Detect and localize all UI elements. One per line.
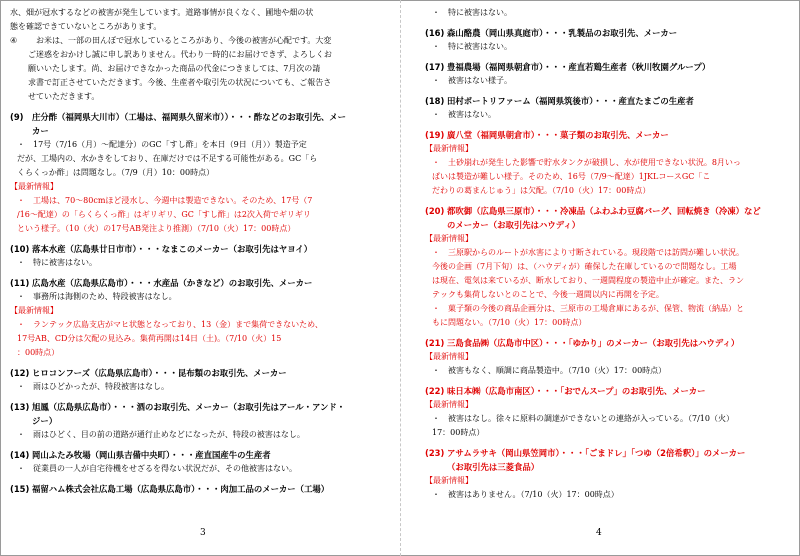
section-item	[425, 336, 790, 378]
section-title: 福留ハム株式会社広島工場（広島県広島市）・・・肉加工品のメーカー（工場）	[32, 484, 330, 494]
body-line: ・ 雨はひどく、目の前の道路が通行止めなどになったが、特段の被害はなし。	[17, 430, 305, 439]
body-line: ・ 事務所は海側のため、特段被害はなし。	[17, 292, 177, 301]
section-item	[10, 110, 390, 236]
page-number-right: 4	[596, 528, 602, 538]
section-title-continued: のメーカー（お取引先はハウディ）	[447, 220, 581, 230]
update-line: ・ 菓子類の今後の商品企画分は、三原市の工場倉庫にあるが、保管、物流（納品）と	[432, 304, 744, 313]
body-line: ・ 17号（7/16（月）～配達分）のGC「すし酢」を本日（9日（月））製造予定	[17, 140, 307, 149]
note-text: 願いいたします。尚、お届けできなかった商品の代金につきましては、7月次の請	[28, 64, 321, 73]
body-line: ・ 特に被害はない。	[17, 258, 97, 267]
section-number: (12)	[10, 368, 30, 378]
section-heading	[425, 26, 790, 40]
note-text: せていただきます。	[28, 92, 100, 101]
section-number: (9)	[10, 112, 24, 122]
section-heading	[425, 204, 790, 218]
update-line: は現在、電気は来ているが、断水しており、一週間程度の製造中止が確定。また、ラン	[432, 276, 744, 285]
section-heading	[10, 110, 390, 124]
section-heading	[425, 446, 790, 460]
update-line: ・ 被害はありません。（7/10（火）17：00時点）	[432, 490, 619, 499]
note-line	[10, 76, 390, 90]
left-page	[10, 6, 390, 496]
section-item	[425, 60, 790, 88]
section-item	[10, 400, 390, 442]
latest-info-label: 【最新情報】	[10, 306, 58, 315]
body-line: だが、工場内の、水かきをしており、在庫だけでは不足する可能性がある。GC「ら	[17, 154, 318, 163]
note-block	[10, 34, 390, 104]
section-title: ヒロコンフーズ（広島県広島市）・・・昆布類のお取引先、メーカー	[32, 368, 287, 378]
body-line: ・ 特に被害はない。	[432, 42, 512, 51]
section-number: (14)	[10, 450, 30, 460]
section-title: 豊福農場（福岡県朝倉市）・・・産直若鶏生産者（秋川牧園グループ）	[447, 62, 711, 72]
update-line: ・ 被害はなし。徐々に原料の調達ができないとの連絡が入っている。（7/10（火）	[432, 414, 734, 423]
section-item	[10, 448, 390, 476]
section-item	[425, 128, 790, 198]
lead-line: ・ 特に被害はない。	[432, 8, 512, 17]
update-line: 17：00時点）	[432, 428, 485, 437]
section-title: 廣八堂（福岡県朝倉市）・・・菓子類のお取引先、メーカー	[447, 130, 669, 140]
section-number: (16)	[425, 28, 445, 38]
section-title: 都吹御（広島県三原市）・・・冷凍品（ふわふわ豆腐バーグ、回転焼き（冷凍）など	[447, 206, 761, 216]
update-line: もに問題ない。（7/10（火）17：00時点）	[432, 318, 587, 327]
update-line: ・ 工場は、70～80cmほど浸水し、今週中は製造できない。そのため、17号（7	[17, 196, 313, 205]
note-number: ④	[10, 36, 18, 45]
section-number: (17)	[425, 62, 445, 72]
latest-info-label: 【最新情報】	[425, 400, 473, 409]
intro-line: 水、畑が冠水するなどの被害が発生しています。道路事情が良くなく、圃地や畑の状	[10, 8, 314, 17]
section-heading	[10, 366, 390, 380]
page-number-left: 3	[200, 528, 206, 538]
section-title: 三島食品㈱（広島市中区）・・・「ゆかり」のメーカー（お取引先はハウディ）	[447, 338, 740, 348]
section-number: (19)	[425, 130, 445, 140]
update-line: という様子。（10（火）の17号AB発注より推測）（7/10（火）17：00時点）	[17, 224, 296, 233]
section-item	[10, 276, 390, 360]
section-number: (15)	[10, 484, 30, 494]
section-title-continued: （お取引先は三菱食品）	[447, 462, 540, 472]
section-title: 田村ポートリファーム（福岡県筑後市）・・・産直たまごの生産者	[447, 96, 694, 106]
note-text: ご迷惑をおかけし誠に申し訳ありません。代わり一時的にお届けできず、よろしくお	[28, 50, 332, 59]
section-number: (23)	[425, 448, 445, 458]
section-title: 落本水産（広島県廿日市市）・・・なまこのメーカー（お取引先はヤヨイ）	[32, 244, 313, 254]
update-line: ・ 土砂崩れが発生した影響で貯水タンクが破損し、水が使用できない状況。8月いっ	[432, 158, 741, 167]
intro-line: 態を確認できていないところがあります。	[10, 22, 162, 31]
section-heading	[425, 94, 790, 108]
update-line: /16～配達）の「らくらくっ酢」はギリギリ、GC「すし酢」は2次入荷でギリギリ	[17, 210, 311, 219]
section-heading	[10, 276, 390, 290]
section-number: (20)	[425, 206, 445, 216]
section-title: 岡山ふたみ牧場（岡山県吉備中央町）・・・産直国産牛の生産者	[32, 450, 271, 460]
update-line: ・ 被害もなく、順調に商品製造中。（7/10（火）17：00時点）	[432, 366, 667, 375]
section-number: (18)	[425, 96, 445, 106]
body-line: ・ 被害はない。	[432, 110, 496, 119]
section-title-continued: ジー）	[32, 416, 58, 426]
section-title: アサムラサキ（岡山県笠岡市）・・・「ごまドレ」「つゆ（2倍希釈）」のメーカー	[447, 448, 746, 458]
note-line	[10, 90, 390, 104]
right-page	[425, 6, 790, 502]
section-item	[10, 482, 390, 496]
latest-info-label: 【最新情報】	[425, 144, 473, 153]
body-line: ・ 従業員の一人が自宅待機をせざるを得ない状況だが、その他被害はない。	[17, 464, 297, 473]
section-heading	[10, 400, 390, 414]
update-line: テックも集荷しないとのことで、今後一週間以内に再開を予定。	[432, 290, 664, 299]
latest-info-label: 【最新情報】	[10, 182, 58, 191]
section-title: 森山酪農（岡山県真庭市）・・・乳製品のお取引先、メーカー	[447, 28, 678, 38]
note-line	[10, 62, 390, 76]
section-heading	[425, 336, 790, 350]
body-line: ・ 被害はない様子。	[432, 76, 512, 85]
section-item	[10, 242, 390, 270]
latest-info-label: 【最新情報】	[425, 234, 473, 243]
section-heading	[425, 60, 790, 74]
latest-info-label: 【最新情報】	[425, 476, 473, 485]
section-heading	[10, 448, 390, 462]
update-line: 今後の企画（7月下旬）は、（ハウディが）確保した在庫しているので問題なし。工場	[432, 262, 737, 271]
section-title: 広島水産（広島県広島市）・・・水産品（かきなど）のお取引先、メーカー	[32, 278, 313, 288]
section-title: 味日本㈱（広島市南区）・・・「おでんスープ」のお取引先、メーカー	[447, 386, 706, 396]
section-number: (13)	[10, 402, 30, 412]
section-item	[425, 94, 790, 122]
update-line: 17号AB、CD分は欠配の見込み。集荷再開は14日（土)。（7/10（火）15	[17, 334, 282, 343]
section-item	[425, 384, 790, 440]
note-line	[10, 34, 390, 48]
section-heading	[425, 384, 790, 398]
section-item	[425, 204, 790, 330]
section-item	[425, 446, 790, 502]
section-title: 旭鳳（広島県広島市）・・・酒のお取引先、メーカー（お取引先はアール・アンド・	[32, 402, 346, 412]
update-line: ぱいは製造が難しい様子。そのため、16号（7/9～配達）1JKLコースGC「こ	[432, 172, 711, 181]
latest-info-label: 【最新情報】	[425, 352, 473, 361]
section-heading	[10, 482, 390, 496]
section-item	[425, 26, 790, 54]
section-title: 庄分酢（福岡県大川市）（工場は、福岡県久留米市））・・・酢などのお取引先、メー	[32, 112, 347, 122]
note-text: 求書で訂正させていただきます。今後、生産者や取引先の状況についても、ご報告さ	[28, 78, 332, 87]
section-number: (11)	[10, 278, 30, 288]
body-line: ・ 雨はひどかったが、特段被害はなし。	[17, 382, 169, 391]
page-spine	[400, 0, 401, 556]
update-line: ・ 三原駅からのルートが水害により寸断されている。現段階では訪問が難しい状況。	[432, 248, 744, 257]
section-number: (22)	[425, 386, 445, 396]
update-line: ・ ランテック広島支店がマヒ状態となっており、13（金）まで集荷できないため、	[17, 320, 323, 329]
note-line	[10, 48, 390, 62]
section-number: (21)	[425, 338, 445, 348]
update-line: ：00時点）	[17, 348, 60, 357]
section-heading	[10, 242, 390, 256]
body-line: くらくっか酢」は問題なし。（7/9（月）10：00時点）	[17, 168, 215, 177]
section-heading	[425, 128, 790, 142]
section-item	[10, 366, 390, 394]
note-text: お米は、一部の田んぼで冠水しているところがあり、今後の被害が心配です。大変	[36, 36, 332, 45]
update-line: だわりの葛まんじゅう」は欠配。（7/10（火）17：00時点）	[432, 186, 651, 195]
section-title-continued: カー	[32, 126, 49, 136]
section-number: (10)	[10, 244, 30, 254]
